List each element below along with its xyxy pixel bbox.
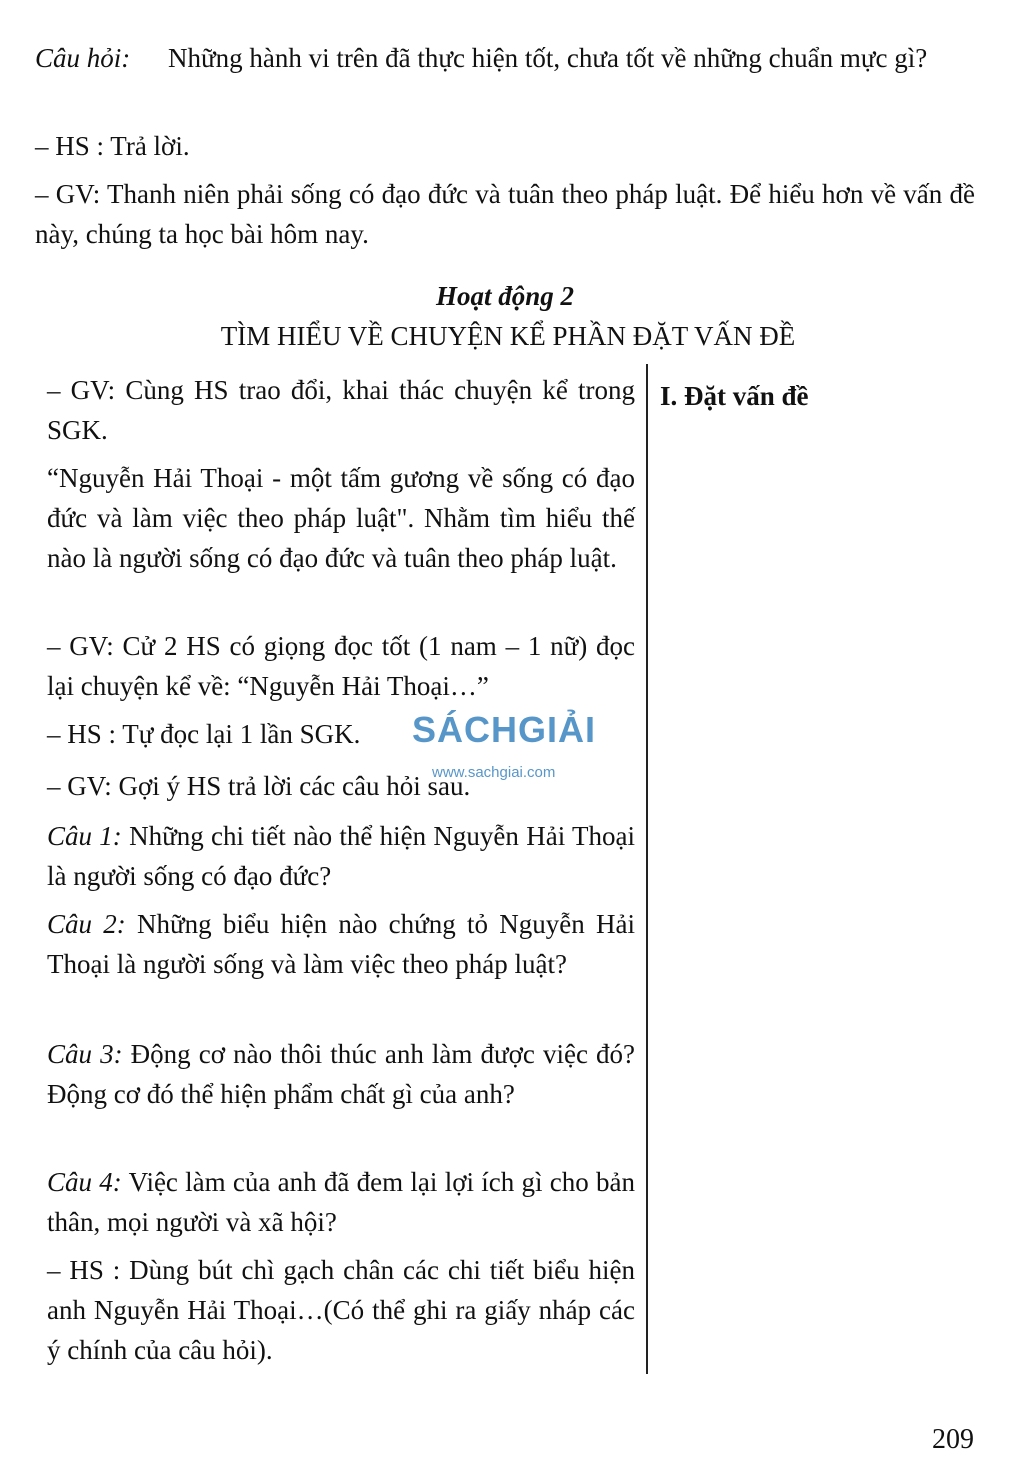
hs-answer: – HS : Trả lời.: [35, 131, 190, 161]
question-4-text: Việc làm của anh đã đem lại lợi ích gì cho bản thân, mọi người và xã hội?: [47, 1167, 636, 1237]
question-1-text: Những chi tiết nào thể hiện Nguyễn Hải Thoại là người sống có đạo đức?: [47, 821, 635, 891]
left-para-5: – GV: Gợi ý HS trả lời các câu hỏi sau.: [47, 771, 471, 801]
question-2-text: Những biểu hiện nào chứng tỏ Nguyễn Hải Thoại là người sống và làm việc theo pháp luật?: [47, 909, 635, 979]
question-3-label: Câu 3:: [47, 1039, 123, 1069]
activity-subtitle: TÌM HIỂU VỀ CHUYỆN KỂ PHẦN ĐẶT VẤN ĐỀ: [220, 321, 796, 351]
watermark-url: www.sachgiai.com: [432, 764, 556, 781]
left-para-6: – HS : Dùng bút chì gạch chân các chi tiết biểu hiện anh Nguyễn Hải Thoại…(Có thể ghi ra giấy nháp các ý chính của câu hỏi).: [47, 1255, 635, 1365]
question-2-label: Câu 2:: [47, 909, 126, 939]
watermark-brand: SÁCHGIẢI: [412, 709, 597, 750]
question-3-text: Động cơ nào thôi thúc anh làm được việc đó? Động cơ đó thể hiện phẩm chất gì của anh?: [47, 1039, 635, 1109]
question-4-label: Câu 4:: [47, 1167, 122, 1197]
activity-title: Hoạt động 2: [435, 281, 575, 311]
question-2: [47, 904, 635, 984]
question-1-label: Câu 1:: [47, 821, 122, 851]
question-text: Những hành vi trên đã thực hiện tốt, chưa tốt về những chuẩn mực gì?: [168, 43, 928, 73]
watermark-logo: [412, 710, 642, 790]
question-label: Câu hỏi:: [35, 43, 131, 73]
question-4: [47, 1162, 635, 1242]
left-para-2: “Nguyễn Hải Thoại - một tấm gương về sống có đạo đức và làm việc theo pháp luật". Nhằm tìm hiểu thế nào là người sống có đạo đức và tuân theo pháp luật.: [47, 463, 635, 573]
question-3: [47, 1034, 635, 1114]
left-para-3: – GV: Cử 2 HS có giọng đọc tốt (1 nam – 1 nữ) đọc lại chuyện kể về: “Nguyễn Hải Thoại…”: [47, 631, 635, 701]
column-divider: [646, 364, 648, 1374]
left-para-4: – HS : Tự đọc lại 1 lần SGK.: [47, 719, 361, 749]
page-number: 209: [932, 1424, 974, 1455]
gv-intro: – GV: Thanh niên phải sống có đạo đức và tuân theo pháp luật. Để hiểu hơn về vấn đề này, chúng ta học bài hôm nay.: [35, 179, 975, 249]
left-para-1: – GV: Cùng HS trao đổi, khai thác chuyện kể trong SGK.: [47, 375, 635, 445]
right-heading: I. Đặt vấn đề: [660, 381, 809, 411]
question-1: [47, 816, 635, 896]
